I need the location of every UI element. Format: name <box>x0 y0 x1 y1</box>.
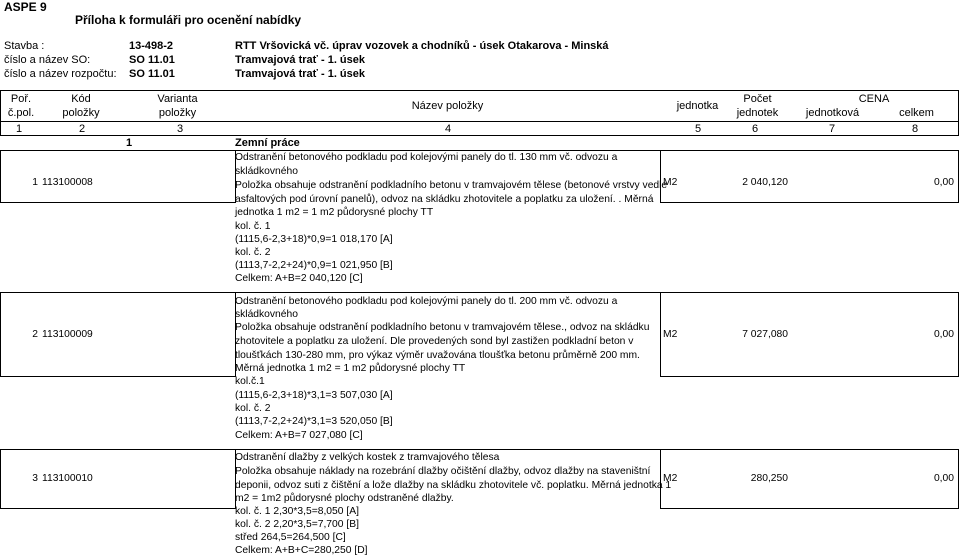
col-celkem: celkem <box>899 107 934 119</box>
item-qty: 2 040,120 <box>742 177 788 188</box>
info-label-stavba: Stavba : <box>4 40 45 52</box>
item-text-line: (1113,7-2,2+24)*3,1=3 520,050 [B] <box>235 416 393 427</box>
item-qty: 280,250 <box>750 473 788 484</box>
col-num-5: 5 <box>695 123 702 135</box>
item-text-line: deponii, odvoz suti z čištění a lože dlažby na skládku zhotovitele vč. poplatku. Měrná jednotka 1 <box>235 480 672 491</box>
item-por: 3 <box>32 473 38 484</box>
item-text-line: kol.č.1 <box>235 376 265 387</box>
item-qty: 7 027,080 <box>742 329 788 340</box>
col-cena: CENA <box>858 93 890 105</box>
col-var-1: Varianta <box>157 93 198 105</box>
item-text-line: asfaltových pod úrovní panelů), odvoz na skládku zhotovitele a poplatku za uložení. . Měrná <box>235 194 654 205</box>
item-text-line: Celkem: A+B=7 027,080 [C] <box>235 430 363 441</box>
item-total: 0,00 <box>933 177 954 188</box>
item-text-line: Položka obsahuje náklady na rozebrání dlažby očištění dlažby, odvoz dlažby na staveništní <box>235 466 651 477</box>
col-kod-2: položky <box>62 107 100 119</box>
item-unit: M2 <box>663 329 678 340</box>
item-total: 0,00 <box>933 473 954 484</box>
item-text-line: jednotka 1 m2 = 1 m2 půdorysné plochy TT <box>235 207 434 218</box>
item-unit: M2 <box>663 177 678 188</box>
item-kod: 113100009 <box>42 329 93 340</box>
col-num-2: 2 <box>79 123 86 135</box>
item-text-line: kol. č. 1 <box>235 221 271 232</box>
item-text-line: Měrná jednotka 1 m2 = 1 m2 půdorysné plochy TT <box>235 363 466 374</box>
col-num-6: 6 <box>752 123 759 135</box>
col-num-7: 7 <box>829 123 836 135</box>
item-text-line: (1113,7-2,2+24)*0,9=1 021,950 [B] <box>235 260 393 271</box>
item-text-line: kol. č. 2 2,20*3,5=7,700 [B] <box>235 519 359 530</box>
info-label-rozpocet: číslo a název rozpočtu: <box>4 68 117 80</box>
info-desc-stavba: RTT Vršovická vč. úprav vozovek a chodníků - úsek Otakarova - Minská <box>235 40 609 52</box>
item-total: 0,00 <box>933 329 954 340</box>
item-text-line: kol. č. 2 <box>235 247 271 258</box>
col-por-2: č.pol. <box>7 107 35 119</box>
item-text-line: skládkovného <box>235 309 298 320</box>
col-num-3: 3 <box>177 123 184 135</box>
form-code: ASPE 9 <box>4 0 47 14</box>
info-value-stavba: 13-498-2 <box>129 40 174 52</box>
item-text-line: Položka obsahuje odstranění podkladního betonu v tramvajovém tělese (betonové vrstvy vedle <box>235 180 668 191</box>
info-desc-rozpocet: Tramvajová trať - 1. úsek <box>235 68 366 80</box>
form-title: Příloha k formuláři pro ocenění nabídky <box>75 13 302 27</box>
col-num-1: 1 <box>16 123 23 135</box>
col-var-2: položky <box>158 107 197 119</box>
item-text-line: m2 = 1m2 půdorysné plochy odstraněné dlažby. <box>235 493 454 504</box>
item-text-line: zhotovitele a poplatku za uložení. Dle provedených sond byl zastižen podkladní beton v <box>235 336 634 347</box>
info-label-so: číslo a název SO: <box>4 54 91 66</box>
item-text-line: Odstranění betonového podkladu pod kolejovými panely do tl. 130 mm vč. odvozu a <box>235 152 618 163</box>
item-text-line: Odstranění dlažby z velkých kostek z tramvajového tělesa <box>235 452 500 463</box>
col-nazev: Název položky <box>411 100 484 112</box>
col-por-1: Poř. <box>10 93 32 105</box>
item-text-line: Celkem: A+B+C=280,250 [D] <box>235 545 368 556</box>
item-text-line: (1115,6-2,3+18)*0,9=1 018,170 [A] <box>235 234 393 245</box>
item-unit: M2 <box>663 473 678 484</box>
col-kod-1: Kód <box>71 93 91 105</box>
item-text-line: Odstranění betonového podkladu pod kolejovými panely do tl. 200 mm vč. odvozu a <box>235 296 618 307</box>
col-pocet-1: Počet <box>743 93 772 105</box>
item-kod: 113100010 <box>42 473 93 484</box>
item-kod: 113100008 <box>42 177 93 188</box>
item-por: 1 <box>32 177 38 188</box>
item-text-line: tloušťkách 130-280 mm, pro výkaz výměr uvažována tloušťka betonu průměrně 200 mm. <box>235 350 640 361</box>
item-text-line: střed 264,5=264,500 [C] <box>235 532 346 543</box>
item-text-line: kol. č. 1 2,30*3,5=8,050 [A] <box>235 506 359 517</box>
col-num-8: 8 <box>912 123 919 135</box>
col-num-4: 4 <box>445 123 452 135</box>
item-text-line: Celkem: A+B=2 040,120 [C] <box>235 273 363 284</box>
section-number: 1 <box>126 137 133 149</box>
item-text-line: kol. č. 2 <box>235 403 271 414</box>
item-por: 2 <box>32 329 38 340</box>
info-desc-so: Tramvajová trať - 1. úsek <box>235 54 366 66</box>
info-value-so: SO 11.01 <box>129 54 175 66</box>
col-pocet-2: jednotek <box>736 107 779 119</box>
col-jednotka: jednotka <box>676 100 719 112</box>
item-text-line: skládkovného <box>235 166 298 177</box>
info-value-rozpocet: SO 11.01 <box>129 68 175 80</box>
section-title: Zemní práce <box>235 137 300 149</box>
item-text-line: (1115,6-2,3+18)*3,1=3 507,030 [A] <box>235 390 393 401</box>
col-jednotkova: jednotková <box>805 107 860 119</box>
item-text-line: Položka obsahuje odstranění podkladního betonu v tramvajovém tělese., odvoz na skládku <box>235 322 650 333</box>
